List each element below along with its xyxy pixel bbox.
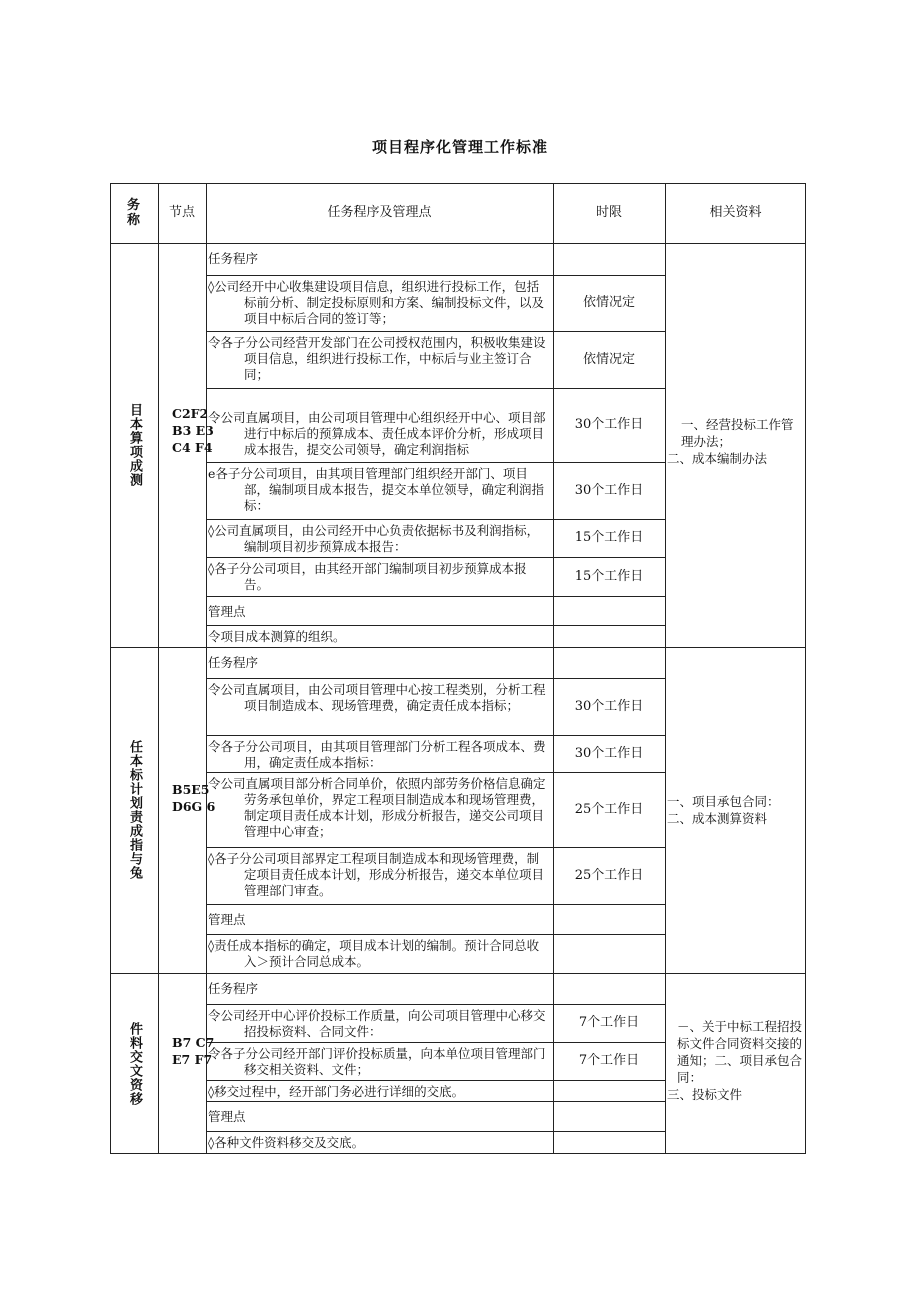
section-2-mgmt: ◊责任成本指标的确定，项目成本计划的编制。预计合同总收入＞预计合同总成本。	[208, 938, 540, 969]
section-1-category: 目本算项成测	[127, 403, 142, 487]
task-row: ◊各子分公司项目，由其经开部门编制项目初步预算成本报告。	[208, 561, 527, 592]
task-limit: 15个工作日	[574, 568, 644, 584]
section-2-nodes: B5E5 D6G 6	[172, 782, 216, 814]
grid-line	[110, 973, 806, 974]
task-row: 令公司直属项目，由公司项目管理中心按工程类别，分析工程项目制造成本、现场管理费，确定责任成本指标；	[208, 682, 546, 713]
task-row: e各子分公司项目，由其项目管理部门组织经开部门、项目部，编制项目成本报告，提交本单位领导，确定利润指标：	[208, 466, 545, 513]
header-limit: 时限	[595, 205, 622, 220]
task-row: ◊公司经开中心收集建设项目信息，组织进行投标工作，包括标前分析、制定投标原则和方案、编制投标文件，以及项目中标后合同的签订等；	[208, 279, 545, 326]
section-3-mgmt: ◊各种文件资料移交及交底。	[208, 1135, 365, 1150]
task-row: 令公司直属项目，由公司项目管理中心组织经开中心、项目部进行中标后的预算成本、责任成本评价分析，形成项目成本报告，提交公司领导，确定利润指标	[208, 410, 546, 457]
grid-line	[665, 183, 666, 1154]
header-ref: 相关资料	[709, 205, 762, 220]
section-3-category: 件料交文资移	[127, 1021, 142, 1106]
task-limit: 30个工作日	[574, 417, 644, 432]
task-row: 令各子分公司经营开发部门在公司授权范围内，积极收集建设项目信息，组织进行投标工作，中标后与业主签订合同；	[208, 335, 546, 382]
grid-line	[110, 647, 806, 648]
task-limit: 30个工作日	[574, 482, 644, 498]
section-1-mgmt-label: 管理点	[208, 604, 246, 619]
section-3-mgmt-label: 管理点	[208, 1109, 246, 1124]
section-2-program-label: 任务程序	[208, 655, 259, 670]
task-row: 令公司经开中心评价投标工作质量，向公司项目管理中心移交招投标资料、合同文件：	[208, 1008, 546, 1039]
section-3-program-label: 任务程序	[208, 981, 259, 996]
task-limit: 25个工作日	[574, 867, 644, 883]
task-limit: 30个工作日	[574, 698, 644, 714]
section-1-program-label: 任务程序	[208, 251, 259, 266]
section-2-ref: 一、项目承包合同： 二、成本测算资料	[667, 794, 780, 826]
section-3-nodes: B7 C7E7 F7	[172, 1035, 215, 1067]
task-limit: 7个工作日	[578, 1053, 640, 1068]
task-row: 令公司直属项目部分析合同单价，依照内部劳务价格信息确定劳务承包单价，界定工程项目制造成本和现场管理费，制定项目责任成本计划，形成分析报告，递交公司项目管理中心审查；	[208, 776, 546, 839]
grid-line	[110, 243, 806, 244]
header-name: 务称	[127, 198, 141, 228]
task-limit: 7个工作日	[578, 1015, 640, 1030]
task-row: ◊公司直属项目，由公司经开中心负责依据标书及利润指标，编制项目初步预算成本报告：	[208, 523, 540, 554]
task-limit: 依情况定	[582, 351, 635, 367]
task-limit: 25个工作日	[574, 801, 644, 817]
page-title: 项目程序化管理工作标准	[371, 138, 548, 156]
task-row: ◊各子分公司项目部界定工程项目制造成本和现场管理费，制定项目责任成本计划，形成分析报告，递交本单位项目管理部门审查。	[208, 851, 545, 898]
task-row: ◊移交过程中，经开部门务必进行详细的交底。	[208, 1084, 465, 1099]
section-1-ref: 一、经营投标工作管理办法； 二、成本编制办法	[667, 417, 794, 466]
header-node: 节点	[168, 205, 195, 220]
grid-line	[158, 183, 159, 1154]
section-2-mgmt-label: 管理点	[208, 912, 246, 927]
section-2-category: 任本标计划责成指与兔	[127, 740, 142, 880]
section-1-mgmt: 令项目成本测算的组织。	[208, 629, 346, 644]
section-3-ref: －、关于中标工程招投标文件合同资料交接的通知；二、项目承包合同： 三、投标文件	[667, 1019, 803, 1102]
task-limit: 依情况定	[582, 295, 635, 310]
task-row: 令各子分公司项目，由其项目管理部门分析工程各项成本、费用，确定责任成本指标：	[208, 739, 546, 770]
task-row: 令各子分公司经开部门评价投标质量，向本单位项目管理部门移交相关资料、文件；	[208, 1046, 546, 1077]
task-limit: 30个工作日	[574, 745, 644, 761]
header-procedure: 任务程序及管理点	[327, 205, 432, 220]
task-limit: 15个工作日	[574, 530, 644, 545]
section-1-nodes: C2F2 B3 E3C4 F4	[172, 406, 214, 455]
